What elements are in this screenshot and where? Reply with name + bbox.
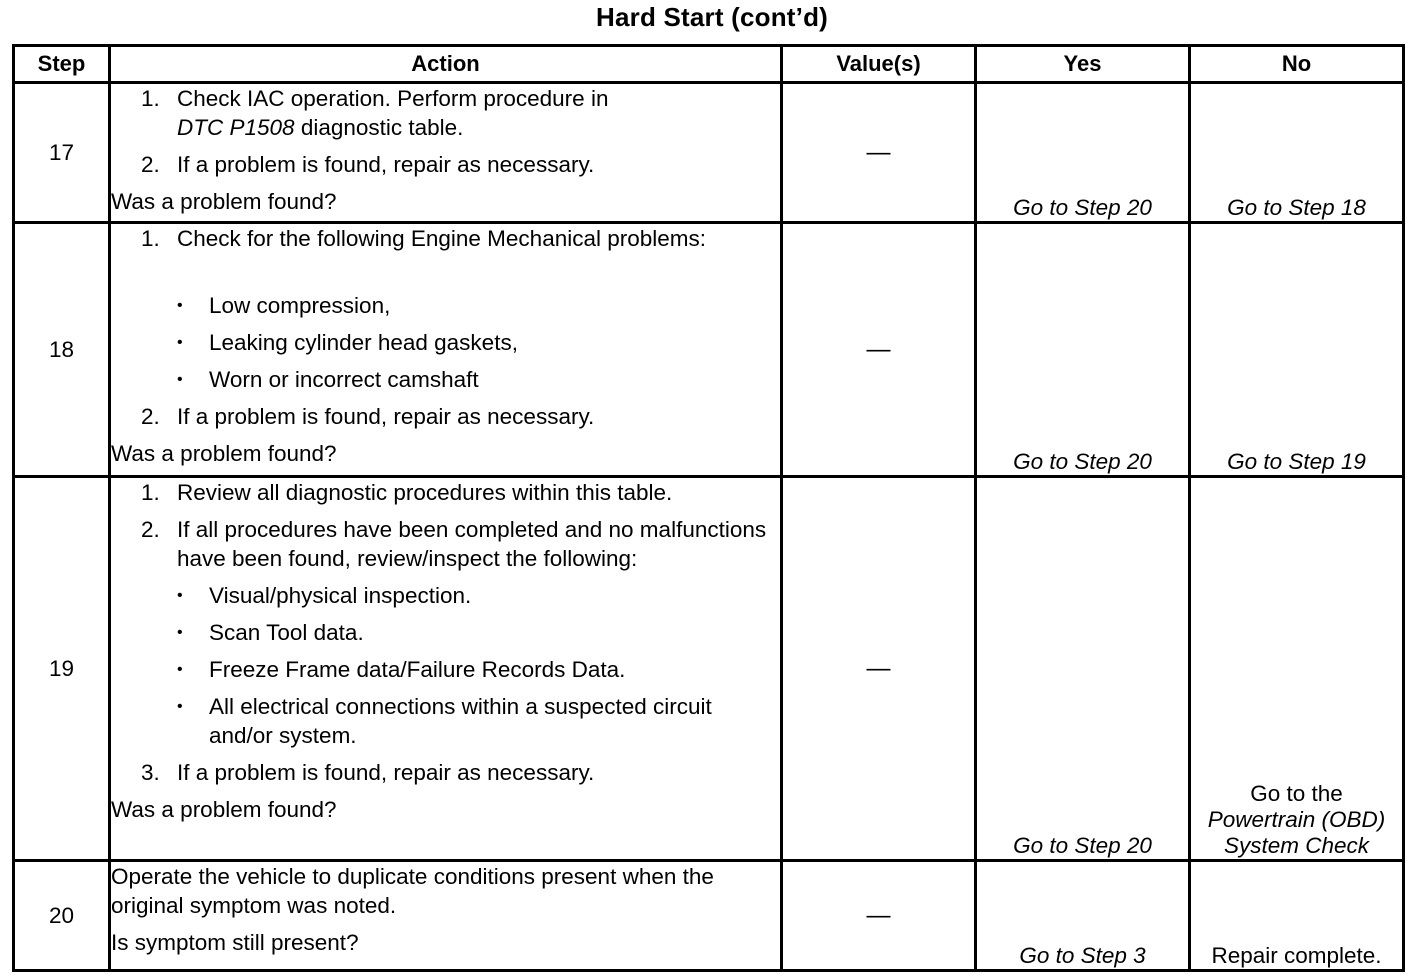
no-cell: Repair complete. (1190, 861, 1404, 971)
action-cell (110, 477, 782, 861)
question: Was a problem found? (111, 797, 337, 822)
list-item: 1. Check for the following Engine Mechanical problems: (141, 226, 707, 251)
action-cell (110, 223, 782, 477)
header-yes: Yes (976, 46, 1190, 83)
header-values: Value(s) (782, 46, 976, 83)
yes-cell: Go to Step 20 (976, 83, 1190, 223)
page-title: Hard Start (cont’d) (595, 2, 829, 32)
bullet-item: • Scan Tool data. (177, 620, 364, 645)
yes-cell: Go to Step 3 (976, 861, 1190, 971)
yes-cell: Go to Step 20 (976, 477, 1190, 861)
header-no: No (1190, 46, 1404, 83)
table-row (14, 83, 1404, 223)
question: Was a problem found? (111, 189, 337, 214)
list-item: 2. If all procedures have been completed and no malfunctions have been found, review/inspect the following: (141, 517, 767, 571)
step-number: 17 (14, 83, 110, 223)
list-item: 3. If a problem is found, repair as necessary. (141, 760, 595, 785)
value-cell: — (782, 223, 976, 477)
bullet-item: • Low compression, (177, 293, 391, 318)
dtc-reference: DTC P1508 (177, 115, 295, 140)
action-text: Operate the vehicle to duplicate conditions present when the original symptom was noted. (111, 864, 714, 918)
bullet-icon: • (177, 587, 183, 604)
table-row (14, 223, 1404, 477)
bullet-item: • All electrical connections within a suspected circuit and/or system. (177, 694, 712, 748)
question: Is symptom still present? (111, 930, 359, 955)
list-item: 2. If a problem is found, repair as necessary. (141, 404, 595, 429)
table-row (14, 477, 1404, 861)
header-row (14, 46, 1404, 83)
no-cell (1190, 477, 1404, 861)
no-cell: Go to Step 18 (1190, 83, 1404, 223)
bullet-icon: • (177, 371, 183, 388)
header-action: Action (110, 46, 782, 83)
bullet-item: • Visual/physical inspection. (177, 583, 472, 608)
step-number: 18 (14, 223, 110, 477)
step-number: 20 (14, 861, 110, 971)
question: Was a problem found? (111, 441, 337, 466)
bullet-icon: • (177, 698, 183, 715)
step-number: 19 (14, 477, 110, 861)
value-cell: — (782, 83, 976, 223)
bullet-item: • Worn or incorrect camshaft (177, 367, 479, 392)
bullet-icon: • (177, 297, 183, 314)
bullet-item: • Leaking cylinder head gaskets, (177, 330, 518, 355)
diagnostic-table (12, 44, 1405, 972)
yes-cell: Go to Step 20 (976, 223, 1190, 477)
bullet-icon: • (177, 624, 183, 641)
bullet-icon: • (177, 334, 183, 351)
powertrain-check-reference: Powertrain (OBD) (1207, 807, 1386, 832)
list-item: 1. Review all diagnostic procedures within this table. (141, 480, 673, 505)
table-row (14, 861, 1404, 971)
bullet-item: • Freeze Frame data/Failure Records Data. (177, 657, 626, 682)
bullet-icon: • (177, 661, 183, 678)
list-item: 1. Check IAC operation. Perform procedure in DTC P1508 diagnostic table. (141, 86, 609, 140)
list-item: 2. If a problem is found, repair as necessary. (141, 152, 595, 177)
no-cell-line: Go to the (1250, 781, 1343, 806)
action-cell (110, 83, 782, 223)
powertrain-check-reference: System Check (1223, 833, 1370, 858)
value-cell: — (782, 477, 976, 861)
no-cell: Go to Step 19 (1190, 223, 1404, 477)
header-step: Step (14, 46, 110, 83)
value-cell: — (782, 861, 976, 971)
action-cell (110, 861, 782, 971)
